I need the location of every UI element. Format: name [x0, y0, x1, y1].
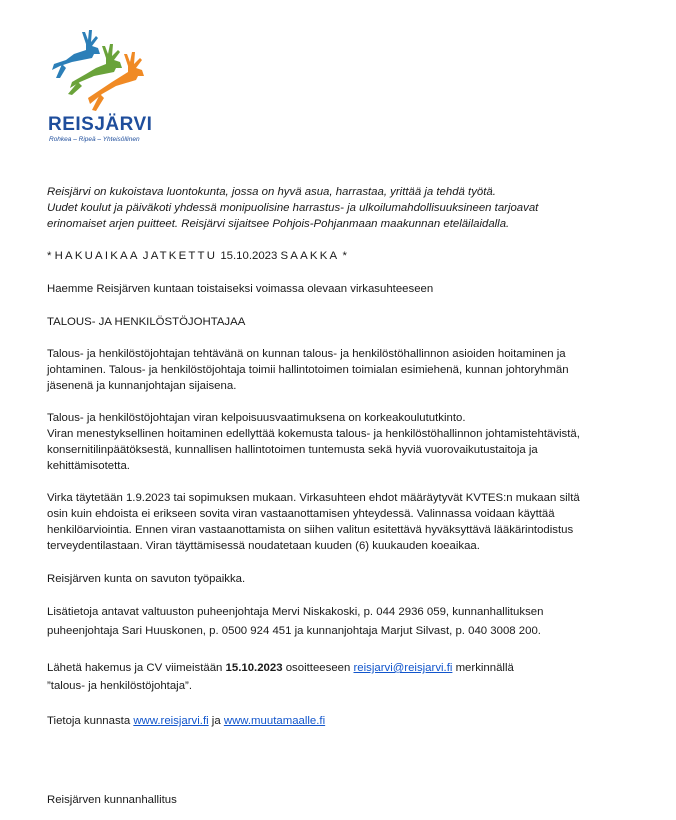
intro-line: Reisjärvi on kukoistava luontokunta, jossa on hyvä asua, harrastaa, yrittää ja tehdä työtä.: [47, 186, 496, 198]
terms-line: Virka täytetään 1.9.2023 tai sopimuksen mukaan. Virkasuhteen ehdot määräytyvät KVTES:n mukaan siltä: [47, 492, 580, 504]
reisjarvi-logo: [42, 28, 162, 146]
intro-line: Uudet koulut ja päiväkoti yhdessä monipuolisine harrastus- ja ulkoilumahdollisuuksineen tarjoavat: [47, 202, 539, 214]
notice-word: JATKETTU: [142, 250, 218, 262]
links-text: Tietoja kunnasta: [47, 715, 134, 727]
contact-info-paragraph: [47, 603, 637, 641]
requirements-paragraph: [47, 410, 637, 474]
reisjarvi-website-link[interactable]: www.reisjarvi.fi: [133, 715, 209, 727]
duties-line: jäsenenä ja kunnanjohtajan sijaisena.: [47, 380, 237, 392]
contact-line: puheenjohtaja Sari Huuskonen, p. 0500 924 451 ja kunnanjohtaja Marjut Silvast, p. 040 3008 200.: [47, 625, 541, 637]
duties-paragraph: [47, 346, 637, 394]
notice-star: *: [342, 250, 347, 262]
terms-paragraph: [47, 490, 637, 554]
position-title: TALOUS- JA HENKILÖSTÖJOHTAJAA: [47, 316, 246, 328]
application-paragraph: [47, 659, 637, 695]
muutamaalle-website-link[interactable]: www.muutamaalle.fi: [223, 715, 326, 727]
duties-line: johtaminen. Talous- ja henkilöstöjohtaja toimii hallintotoimen toimialan esimiehenä, kunnan johtoryhmän: [47, 364, 569, 376]
notice-star: *: [47, 250, 52, 262]
reindeer-logo-icon: [42, 28, 162, 118]
application-line: [47, 659, 637, 677]
email-link[interactable]: reisjarvi@reisjarvi.fi: [353, 662, 453, 674]
deadline-extended-notice: [47, 248, 637, 264]
terms-line: henkilöarviointia. Ennen viran vastaanottamista on siihen valitun esitettävä hyväksyttävä lääkärintodistus: [47, 524, 574, 536]
signature: Reisjärven kunnanhallitus: [47, 794, 177, 806]
requirements-line: kehittämisotetta.: [47, 460, 130, 472]
logo-tagline: Rohkea – Ripeä – Yhteisöllinen: [49, 136, 140, 143]
application-text: Lähetä hakemus ja CV viimeistään: [47, 662, 226, 674]
intro-line: erinomaiset arjen puitteet. Reisjärvi sijaitsee Pohjois-Pohjanmaan maakunnan eteläilaidalla.: [47, 218, 510, 230]
terms-line: terveydentilastaan. Viran täyttämisessä noudatetaan kuuden (6) kuukauden koeaikaa.: [47, 540, 480, 552]
intro-paragraph: [47, 184, 637, 232]
requirements-line: Talous- ja henkilöstöjohtajan viran kelpoisuusvaatimuksena on korkeakoulututkinto.: [47, 412, 466, 424]
duties-line: Talous- ja henkilöstöjohtajan tehtävänä on kunnan talous- ja henkilöstöhallinnon asioiden hoitaminen ja: [47, 348, 566, 360]
notice-word: SAAKKA: [280, 250, 340, 262]
requirements-line: konsernitilinpäätöksestä, kunnallisen hallintotoimen tuntemusta sekä hyviä vuorovaikutustaitoja ja: [47, 444, 538, 456]
application-deadline: 15.10.2023: [225, 662, 283, 674]
application-marking: ”talous- ja henkilöstöjohtaja”.: [47, 680, 192, 692]
requirements-line: Viran menestyksellinen hoitaminen edellyttää kokemusta talous- ja henkilöstöhallinnon johtamistehtävistä,: [47, 428, 580, 440]
notice-word: HAKUAIKAA: [54, 250, 140, 262]
sought-line: Haemme Reisjärven kuntaan toistaiseksi voimassa olevaan virkasuhteeseen: [47, 283, 434, 295]
smoke-free-line: Reisjärven kunta on savuton työpaikka.: [47, 573, 246, 585]
contact-line: Lisätietoja antavat valtuuston puheenjohtaja Mervi Niskakoski, p. 044 2936 059, kunnanhallituksen: [47, 606, 544, 618]
links-text: ja: [208, 715, 224, 727]
logo-wordmark: REISJÄRVI: [48, 114, 153, 135]
terms-line: osin kuin ehdoista ei erikseen sovita viran vastaanottamisen yhteydessä. Valinnassa voidaan käyttää: [47, 508, 555, 520]
application-text: osoitteeseen: [282, 662, 354, 674]
application-text: merkinnällä: [452, 662, 514, 674]
municipality-links-line: [47, 713, 637, 729]
notice-date: 15.10.2023: [220, 250, 278, 262]
